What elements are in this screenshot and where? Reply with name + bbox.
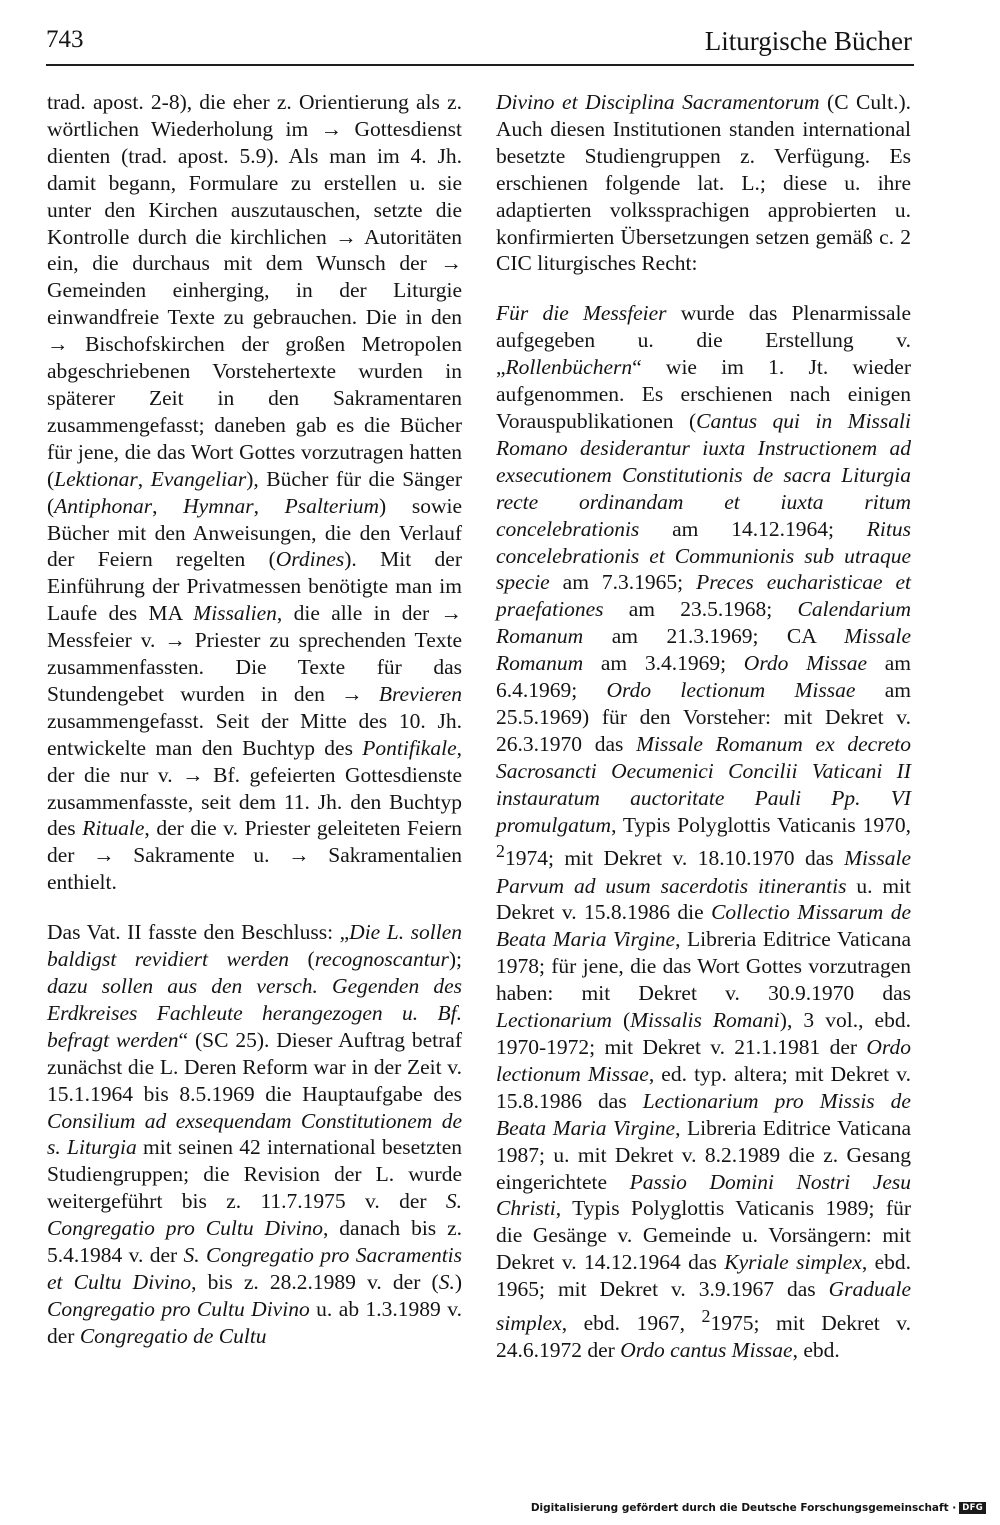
right-column	[496, 89, 911, 1364]
left-column	[47, 89, 462, 1350]
header-rule	[46, 64, 914, 66]
credit-text: Digitalisierung gefördert durch die Deutsche Forschungsgemeinschaft ·	[530, 1502, 957, 1514]
left-paragraph-1: trad. apost. 2-8), die eher z. Orientierung als z. wörtlichen Wiederholung im → Gottesdienst dienten (trad. apost. 5.9). Als man im 4. Jh. damit begann, Formulare zu erstellen u. sie unter den Kirchen auszutauschen, setzte die Kontrolle durch die kirchlichen → Autoritäten ein, die durchaus mit dem Wunsch der → Gemeinden einherging, in der Liturgie einwandfreie Texte zu gebrauchen. Die in den → Bischofskirchen der großen Metropolen abgeschriebenen Vorstehertexte wurden in späterer Zeit in den Sakramentaren zusammengefasst; daneben gab es die Bücher für jene, die das Wort Gottes vorzutragen hatten (Lektionar, Evangeliar), Bücher für die Sänger (Antiphonar, Hymnar, Psalterium) sowie Bücher mit den Anweisungen, die den Verlauf der Feiern regelten (Ordines). Mit der Einführung der Privatmessen benötigte man im Laufe des MA Missalien, die alle in der → Messfeier v. → Priester zu sprechenden Texte zusammenfassten. Die Texte für das Stundengebet wurden in den → Brevieren zusammengefasst. Seit der Mitte des 10. Jh. entwickelte man den Buchtyp des Pontifikale, der die nur v. → Bf. gefeierten Gottesdienste zusammenfasste, seit dem 11. Jh. den Buchtyp des Rituale, der die v. Priester geleiteten Feiern der → Sakramente u. → Sakramentalien enthielt.	[47, 90, 462, 895]
right-paragraph-2: Für die Messfeier wurde das Plenarmissale aufgegeben u. die Erstellung v. „Rollenbüchern“ wie im 1. Jt. wieder aufgenommen. Es erschienen nach einigen Vorauspublikationen (Cantus qui in Missali Romano desiderantur iuxta Instructionem ad exsecutionem Constitutionis de sacra Liturgia recte ordinandam et iuxta ritum concelebrationis am 14.12.1964; Ritus concelebrationis et Communionis sub utraque specie am 7.3.1965; Preces eucharisticae et praefationes am 23.5.1968; Calendarium Romanum am 21.3.1969; CA Missale Romanum am 3.4.1969; Ordo Missae am 6.4.1969; Ordo lectionum Missae am 25.5.1969) für den Vorsteher: mit Dekret v. 26.3.1970 das Missale Romanum ex decreto Sacrosancti Oecumenici Concilii Vaticani II instauratum auctoritate Pauli Pp. VI promulgatum, Typis Polyglottis Vaticanis 1970, $^2$1974; mit Dekret v. 18.10.1970 das Missale Parvum ad usum sacerdotis itinerantis u. mit Dekret v. 15.8.1986 die Collectio Missarum de Beata Maria Virgine, Libreria Editrice Vaticana 1978; für jene, die das Wort Gottes vorzutragen haben: mit Dekret v. 30.9.1970 das Lectionarium (Missalis Romani), 3 vol., ebd. 1970-1972; mit Dekret v. 21.1.1981 der Ordo lectionum Missae, ed. typ. altera; mit Dekret v. 15.8.1986 das Lectionarium pro Missis de Beata Maria Virgine, Libreria Editrice Vaticana 1987; u. mit Dekret v. 8.2.1989 die z. Gesang eingerichtete Passio Domini Nostri Jesu Christi, Typis Polyglottis Vaticanis 1989; für die Gesänge v. Gemeinde u. Vorsängern: mit Dekret v. 14.12.1964 das Kyriale simplex, ebd. 1965; mit Dekret v. 3.9.1967 das Graduale simplex, ebd. 1967, $^2$1975; mit Dekret v. 24.6.1972 der Ordo cantus Missae, ebd.	[496, 301, 912, 1363]
right-paragraph-1: Divino et Disciplina Sacramentorum (C Cult.). Auch diesen Institutionen standen international besetzte Studiengruppen z. Verfügung. Es erschienen folgende lat. L.; diese u. ihre adaptierten volkssprachigen approbierten u. konfirmierten Übersetzungen setzen gemäß c. 2 CIC liturgisches Recht:	[496, 90, 911, 276]
page-number: 743	[46, 26, 84, 53]
left-paragraph-2: Das Vat. II fasste den Beschluss: „Die L. sollen baldigst revidiert werden (recognoscantur); dazu sollen aus den versch. Gegenden des Erdkreises Fachleute herangezogen u. Bf. befragt werden“ (SC 25). Dieser Auftrag betraf zunächst die L. Deren Reform war in der Zeit v. 15.1.1964 bis 8.5.1969 die Hauptaufgabe des Consilium ad exsequendam Constitutionem de s. Liturgia mit seinen 42 international besetzten Studiengruppen; die Revision der L. wurde weitergeführt bis z. 11.7.1975 v. der S. Congregatio pro Cultu Divino, danach bis z. 5.4.1984 v. der S. Congregatio pro Sacramentis et Cultu Divino, bis z. 28.2.1989 v. der (S.) Congregatio pro Cultu Divino u. ab 1.3.1989 v. der Congregatio de Cultu	[47, 920, 463, 1348]
dfg-logo: DFG	[959, 1502, 986, 1514]
digitization-credit	[531, 1502, 986, 1514]
running-title: Liturgische Bücher	[704, 26, 912, 56]
